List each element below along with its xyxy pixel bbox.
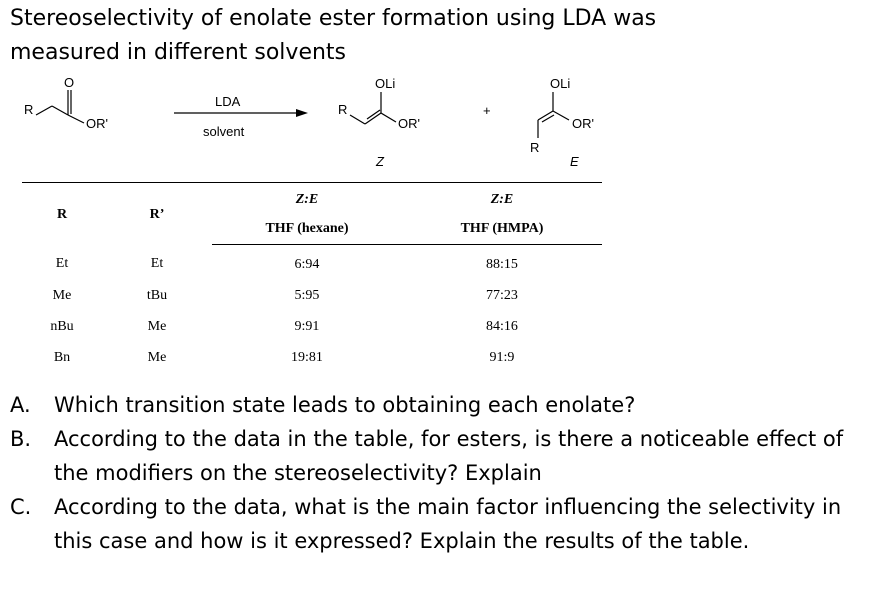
z-label: Z <box>376 154 384 169</box>
reactant-r-label: R <box>24 102 34 117</box>
question-b <box>10 422 870 490</box>
cell-hexane: 9:91 <box>294 318 320 334</box>
reactant-ester <box>36 90 84 123</box>
cell-rprime: tBu <box>146 287 168 303</box>
cell-r: nBu <box>50 318 74 334</box>
cell-r: Bn <box>53 349 71 365</box>
reaction-scheme <box>0 70 887 175</box>
question-letter: C. <box>10 495 32 519</box>
table-row <box>22 245 602 281</box>
cell-hmpa: 84:16 <box>486 318 518 334</box>
page-title <box>10 2 870 70</box>
title-line-2: measured in different solvents <box>10 40 347 65</box>
header-ze-2: Z:E <box>490 192 514 207</box>
z-enolate-r-label: R <box>338 102 348 117</box>
table-row <box>22 311 602 342</box>
header-solvent-hmpa: THF (HMPA) <box>402 214 602 245</box>
cell-hmpa: 77:23 <box>486 287 518 303</box>
header-solvent-hexane: THF (hexane) <box>212 214 402 245</box>
cell-rprime: Et <box>150 256 164 272</box>
reactant-or-label: OR' <box>86 116 108 131</box>
cell-r: Me <box>52 287 72 303</box>
selectivity-table <box>22 182 602 373</box>
cell-rprime: Me <box>147 349 167 365</box>
questions-list <box>10 388 870 558</box>
title-line-1: Stereoselectivity of enolate ester formation using LDA was <box>10 6 657 31</box>
question-letter: A. <box>10 393 31 417</box>
header-rprime: R’ <box>102 183 212 245</box>
header-r: R <box>22 183 102 245</box>
cell-rprime: Me <box>147 318 167 334</box>
table-row <box>22 342 602 373</box>
cell-r: Et <box>55 256 69 272</box>
e-label: E <box>570 154 579 169</box>
z-enolate-or-label: OR' <box>398 116 420 131</box>
condition-label: solvent <box>203 124 245 139</box>
question-letter: B. <box>10 427 32 451</box>
reaction-arrow <box>174 109 308 117</box>
question-c <box>10 490 870 558</box>
cell-hexane: 19:81 <box>291 349 323 365</box>
reactant-o-label: O <box>64 75 75 90</box>
cell-hmpa: 88:15 <box>486 256 518 272</box>
e-enolate-oli-label: OLi <box>550 76 571 91</box>
table-row <box>22 280 602 311</box>
cell-hmpa: 91:9 <box>489 349 515 365</box>
question-text: According to the data in the table, for esters, is there a noticeable effect of the modifiers on the stereoselectivity? Explain <box>54 427 844 485</box>
z-enolate <box>350 92 396 124</box>
e-enolate <box>538 92 569 138</box>
plus-sign: + <box>483 103 491 118</box>
e-enolate-or-label: OR' <box>572 116 594 131</box>
cell-hexane: 6:94 <box>294 256 320 272</box>
question-text: According to the data, what is the main factor influencing the selectivity in this case and how is it expressed? Explain the results of the table. <box>54 495 842 553</box>
e-enolate-r-label: R <box>530 140 540 155</box>
question-a <box>10 388 870 422</box>
question-text: Which transition state leads to obtaining each enolate? <box>54 393 636 417</box>
header-ze-1: Z:E <box>295 192 319 207</box>
z-enolate-oli-label: OLi <box>375 76 396 91</box>
reagent-label: LDA <box>215 94 241 109</box>
cell-hexane: 5:95 <box>294 287 320 303</box>
